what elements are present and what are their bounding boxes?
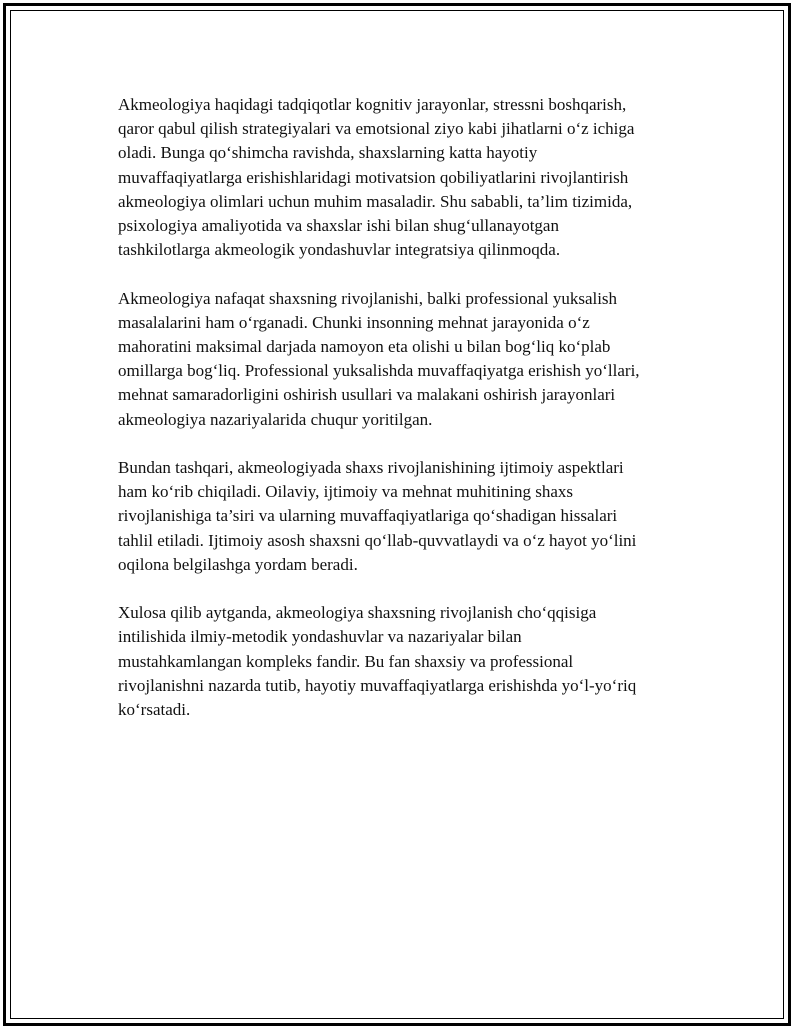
paragraph-3: Bundan tashqari, akmeologiyada shaxs rivojlanishining ijtimoiy aspektlari ham ko‘rib chiqiladi. Oilaviy, ijtimoiy va mehnat muhitining shaxs rivojlanishiga ta’siri va ularning muvaffaqiyatlariga qo‘shadigan hissalari tahlil etiladi. Ijtimoiy asosh shaxsni qo‘llab-quvvatlaydi va o‘z hayot yo‘lini oqilona belgilashga yordam beradi. — [118, 458, 637, 574]
paragraph-1: Akmeologiya haqidagi tadqiqotlar kognitiv jarayonlar, stressni boshqarish, qaror qabul qilish strategiyalari va emotsional ziyo kabi jihatlarni o‘z ichiga oladi. Bunga qo‘shimcha ravishda, shaxslarning katta hayotiy muvaffaqiyatlarga erishishlaridagi motivatsion qobiliyatlarini rivojlantirish akmeologiya olimlari uchun muhim masaladir. Shu sababli, ta’lim tizimida, psixologiya amaliyotida va shaxslar ishi bilan shug‘ullanayotgan tashkilotlarga akmeologik yondashuvlar integratsiya qilinmoqda. — [118, 95, 635, 260]
paragraph-2: Akmeologiya nafaqat shaxsning rivojlanishi, balki professional yuksalish masalalarini ham o‘rganadi. Chunki insonning mehnat jarayonida o‘z mahoratini maksimal darjada namoyon eta olishi u bilan bog‘liq ko‘plab omillarga bog‘liq. Professional yuksalishda muvaffaqiyatga erishish yo‘llari, mehnat samaradorligini oshirish usullari va malakani oshirish jarayonlari akmeologiya nazariyalarida chuqur yoritilgan. — [118, 288, 640, 429]
document-body — [118, 93, 688, 746]
paragraph-4: Xulosa qilib aytganda, akmeologiya shaxsning rivojlanish cho‘qqisiga intilishida ilmiy-metodik yondashuvlar va nazariyalar bilan mustahkamlangan kompleks fandir. Bu fan shaxsiy va professional rivojlanishni nazarda tutib, hayotiy muvaffaqiyatlarga erishishda yo‘l-yo‘riq ko‘rsatadi. — [118, 603, 637, 720]
